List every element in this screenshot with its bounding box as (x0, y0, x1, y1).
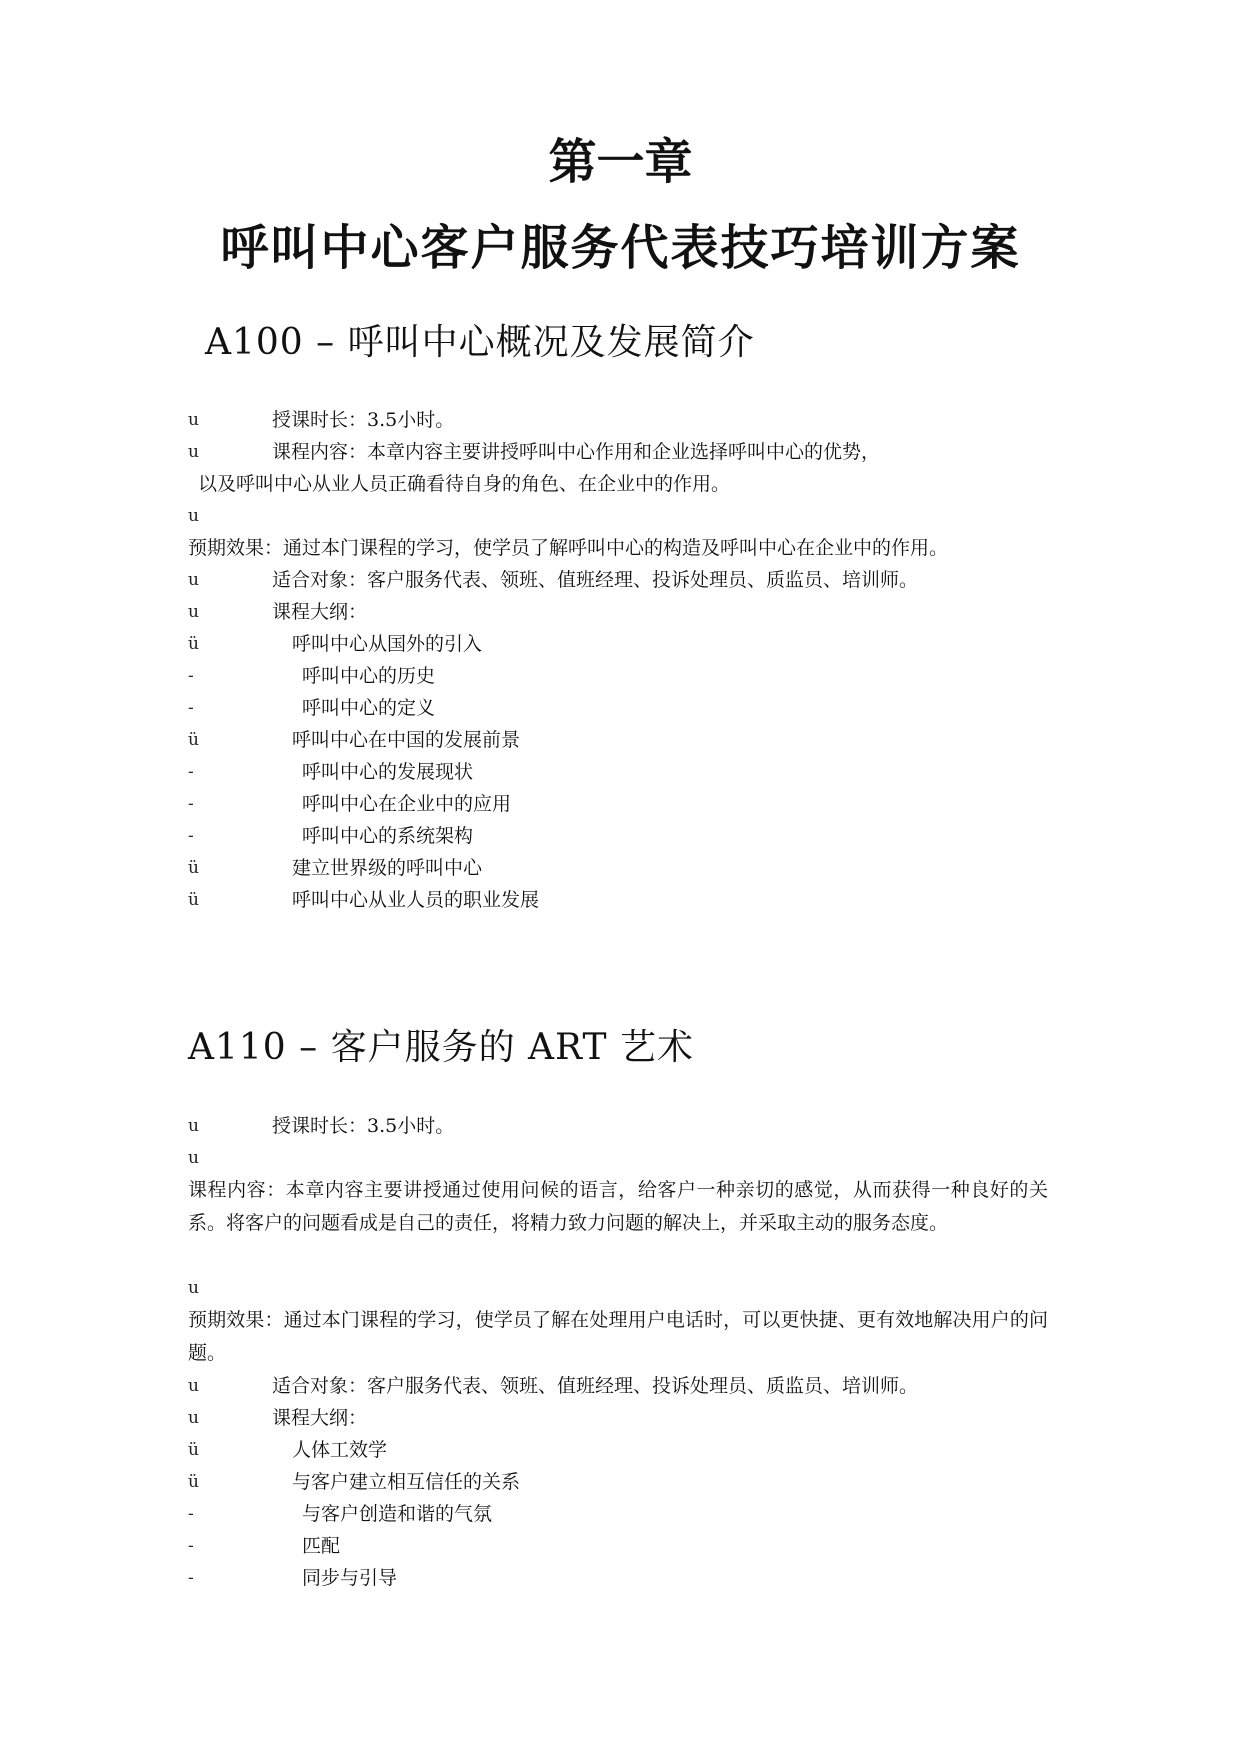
section-heading-a100: A100 – 呼叫中心概况及发展简介 (205, 322, 755, 363)
bullet-marker: u (188, 442, 199, 462)
outline-item: 呼叫中心在中国的发展前景 (292, 729, 521, 751)
section-heading-a110: A110 – 客户服务的 ART 艺术 (188, 1027, 694, 1068)
outline-bullet: ü (188, 858, 199, 878)
outline-subitem: 呼叫中心的定义 (302, 697, 436, 719)
bullet-marker: u (188, 1408, 199, 1428)
outline-item: 呼叫中心从业人员的职业发展 (292, 889, 540, 911)
expected-effect: 预期效果：通过本门课程的学习，使学员了解呼叫中心的构造及呼叫中心在企业中的作用。 (188, 537, 949, 559)
outline-subitem: 呼叫中心的发展现状 (302, 761, 474, 783)
outline-item: 呼叫中心从国外的引入 (292, 633, 483, 655)
outline-label: 课程大纲： (272, 1407, 368, 1429)
chapter-title: 呼叫中心客户服务代表技巧培训方案 (220, 220, 1021, 276)
bullet-marker: u (188, 1148, 199, 1168)
outline-bullet: - (188, 666, 194, 686)
outline-subitem: 呼叫中心的系统架构 (302, 825, 474, 847)
bullet-marker: u (188, 1376, 199, 1396)
outline-item: 与客户建立相互信任的关系 (292, 1471, 521, 1493)
expected-effect: 预期效果：通过本门课程的学习，使学员了解在处理用户电话时，可以更快捷、更有效地解决用户的问题。 (188, 1309, 1048, 1364)
outline-item: 建立世界级的呼叫中心 (292, 857, 483, 879)
course-duration: 授课时长：3.5小时。 (272, 1115, 455, 1137)
bullet-marker: u (188, 506, 199, 526)
outline-bullet: ü (188, 1440, 199, 1460)
course-content: 课程内容：本章内容主要讲授呼叫中心作用和企业选择呼叫中心的优势， (272, 441, 881, 463)
bullet-marker: u (188, 602, 199, 622)
outline-bullet: - (188, 794, 194, 814)
bullet-marker: u (188, 570, 199, 590)
bullet-marker: u (188, 410, 199, 430)
outline-bullet: - (188, 1568, 194, 1588)
course-content: 课程内容：本章内容主要讲授通过使用问候的语言，给客户一种亲切的感觉，从而获得一种良好的关系。将客户的问题看成是自己的责任，将精力致力问题的解决上，并采取主动的服务态度。 (188, 1179, 1048, 1234)
outline-subitem: 呼叫中心在企业中的应用 (302, 793, 512, 815)
target-audience: 适合对象：客户服务代表、领班、值班经理、投诉处理员、质监员、培训师。 (272, 569, 919, 591)
course-duration: 授课时长：3.5小时。 (272, 409, 455, 431)
outline-bullet: ü (188, 634, 199, 654)
outline-subitem: 同步与引导 (302, 1567, 398, 1589)
outline-bullet: ü (188, 730, 199, 750)
outline-bullet: - (188, 1536, 194, 1556)
outline-bullet: - (188, 1504, 194, 1524)
outline-bullet: - (188, 762, 194, 782)
outline-subitem: 匹配 (302, 1535, 341, 1557)
course-content-continued: 以及呼叫中心从业人员正确看待自身的角色、在企业中的作用。 (198, 473, 731, 495)
outline-label: 课程大纲： (272, 601, 368, 623)
outline-subitem: 与客户创造和谐的气氛 (302, 1503, 493, 1525)
bullet-marker: u (188, 1278, 199, 1298)
outline-bullet: ü (188, 890, 199, 910)
outline-item: 人体工效学 (292, 1439, 388, 1461)
bullet-marker: u (188, 1116, 199, 1136)
outline-bullet: - (188, 698, 194, 718)
outline-bullet: - (188, 826, 194, 846)
chapter-label: 第一章 (548, 134, 693, 190)
outline-bullet: ü (188, 1472, 199, 1492)
outline-subitem: 呼叫中心的历史 (302, 665, 436, 687)
target-audience: 适合对象：客户服务代表、领班、值班经理、投诉处理员、质监员、培训师。 (272, 1375, 919, 1397)
